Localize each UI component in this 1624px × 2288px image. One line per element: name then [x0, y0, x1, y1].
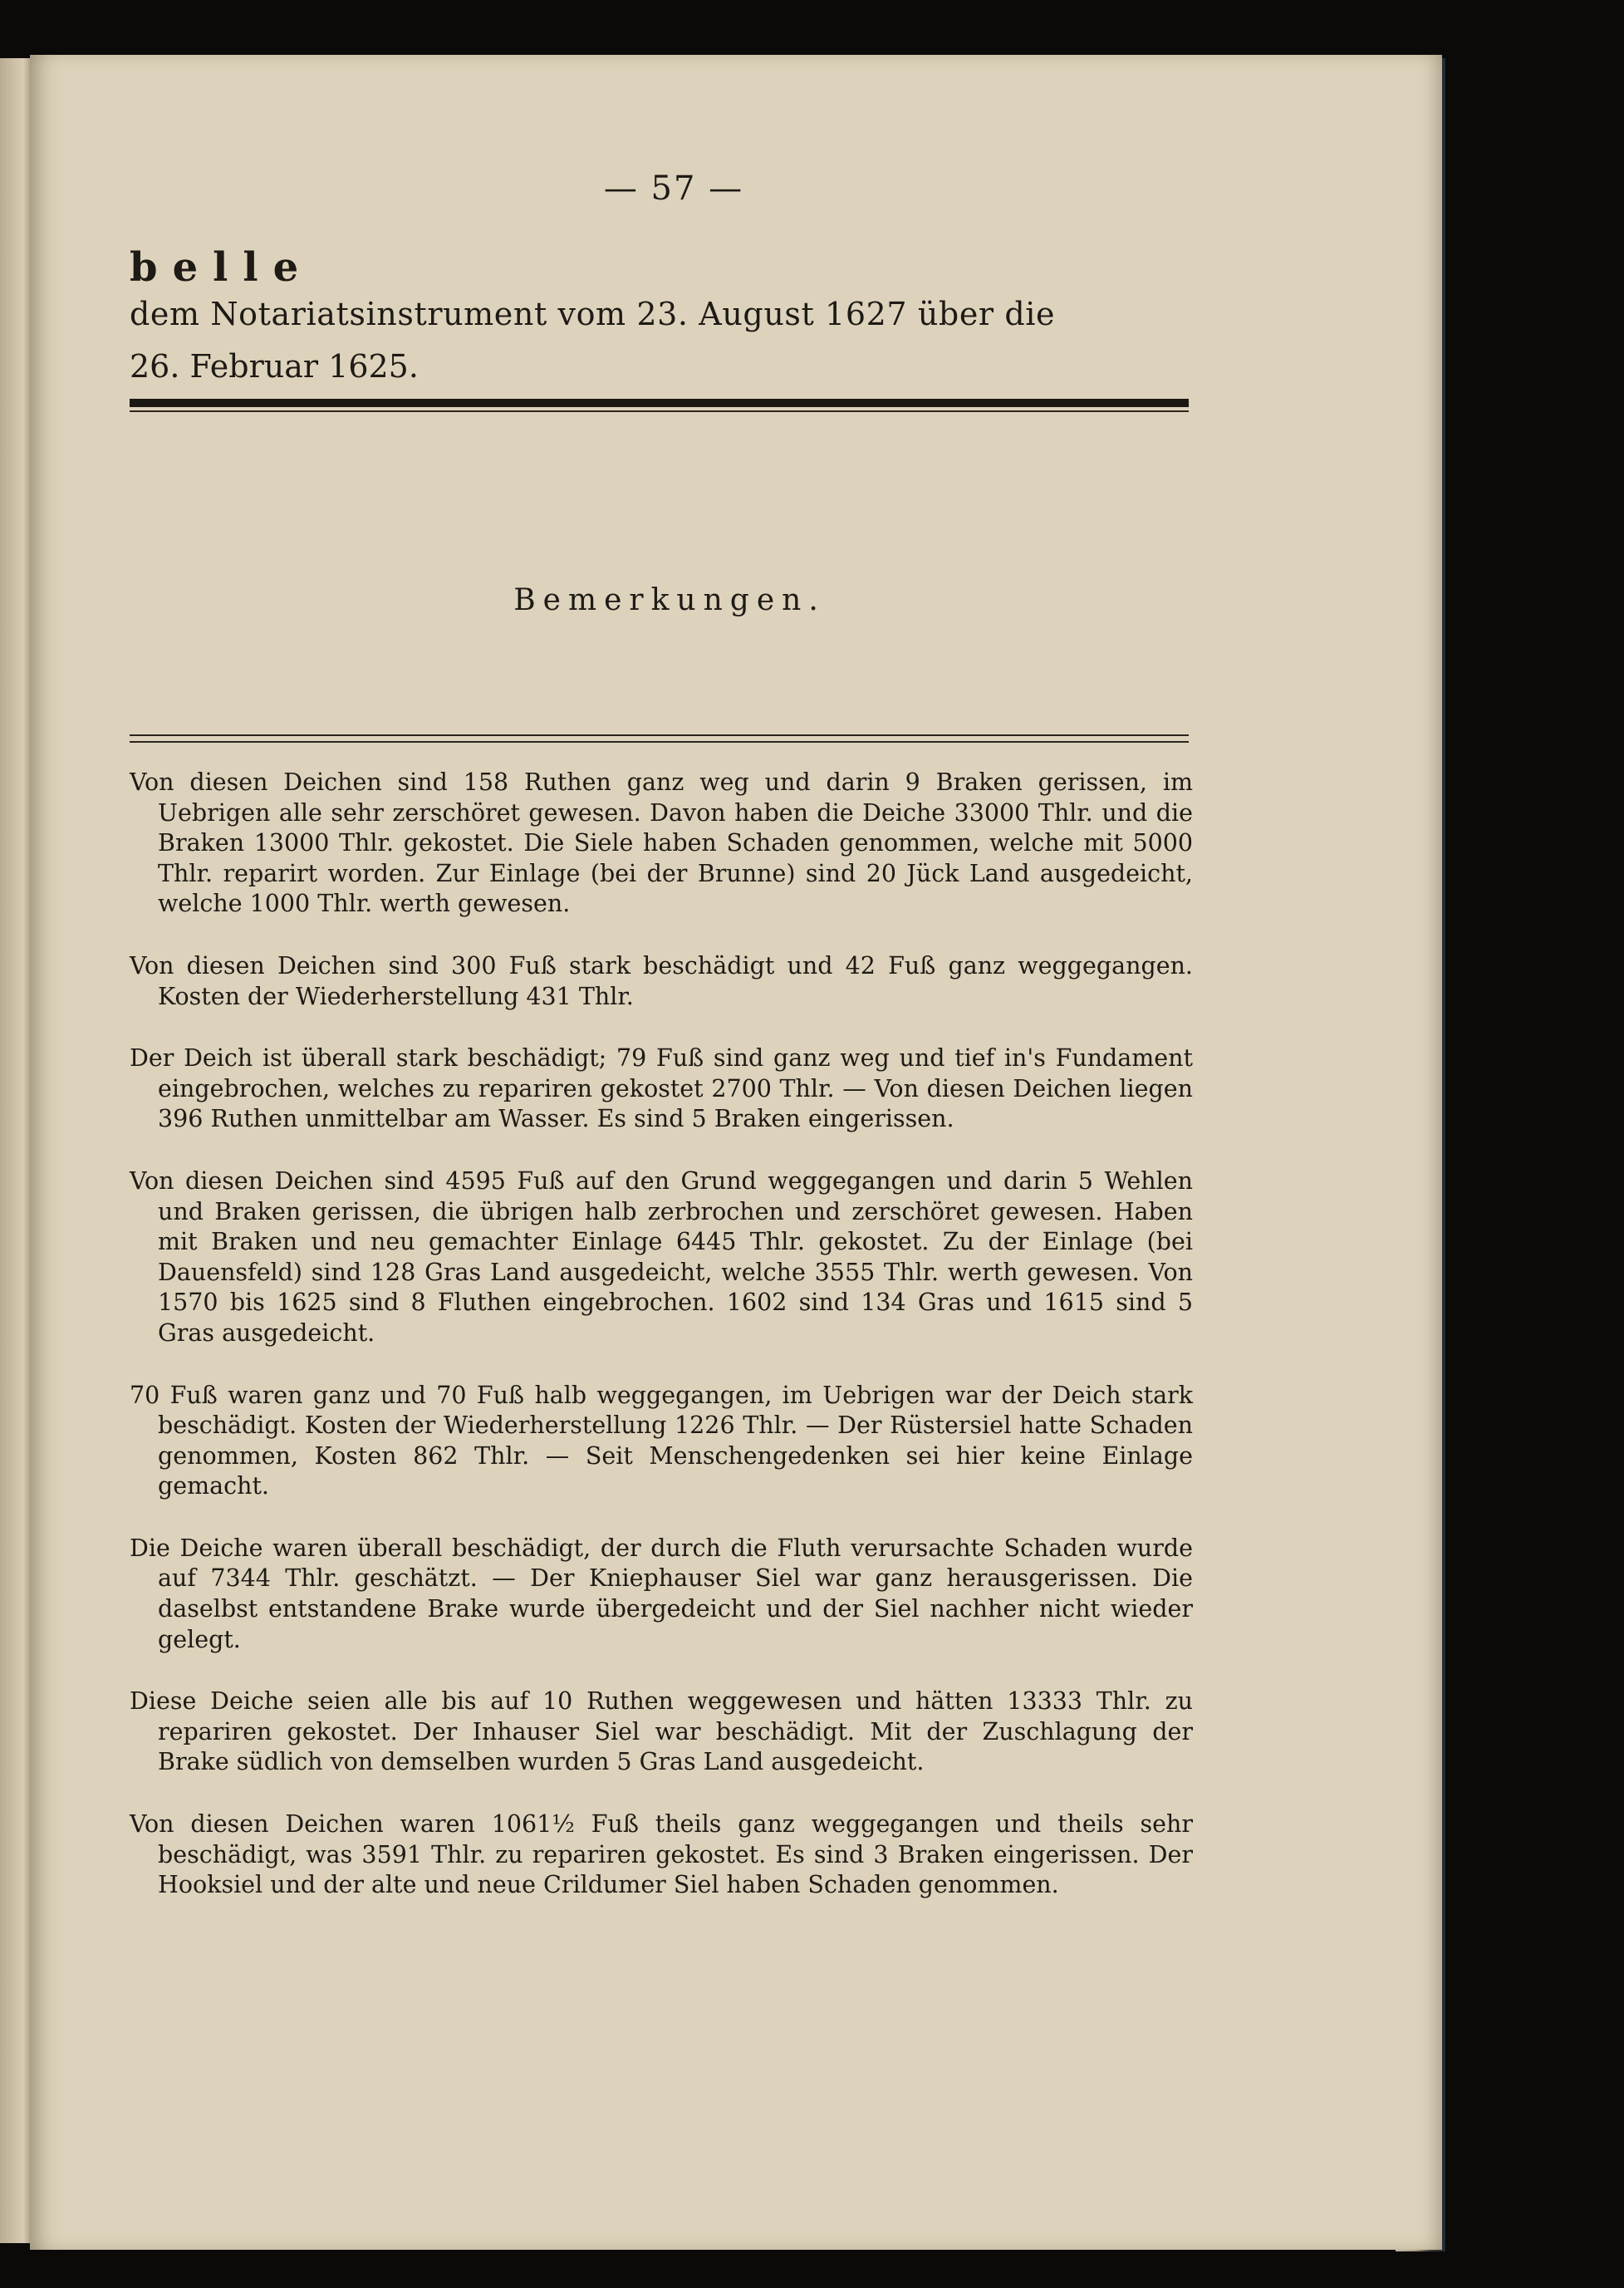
remark-paragraph: Diese Deiche seien alle bis auf 10 Ruthen weggewesen und hätten 13333 Thlr. zu repariren gekostet. Der Inhauser Siel war beschädigt. Mit der Zuschlagung der Brake südlich von demselben wurden 5 Gras Land ausgedeicht. — [130, 1687, 1193, 1776]
remarks-list — [130, 768, 1193, 1901]
table-heading-fragment: belle — [130, 244, 314, 291]
book-page — [30, 55, 1442, 2250]
remark-paragraph: Die Deiche waren überall beschädigt, der durch die Fluth verursachte Schaden wurde auf 7344 Thlr. geschätzt. — Der Kniephauser Siel war ganz herausgerissen. Die daselbst entstandene Brake wurde übergedeicht und der Siel nachher nicht wieder gelegt. — [130, 1534, 1193, 1653]
remark-paragraph: Der Deich ist überall stark beschädigt; 79 Fuß sind ganz weg und tief in's Fundament eingebrochen, welches zu repariren gekostet 2700 Thlr. — Von diesen Deichen liegen 396 Ruthen unmittelbar am Wasser. Es sind 5 Braken eingerissen. — [130, 1044, 1193, 1133]
remark-paragraph: Von diesen Deichen sind 300 Fuß stark beschädigt und 42 Fuß ganz weggegangen. Kosten der Wiederherstellung 431 Thlr. — [130, 951, 1193, 1010]
remark-paragraph: 70 Fuß waren ganz und 70 Fuß halb weggegangen, im Uebrigen war der Deich stark beschädigt. Kosten der Wiederherstellung 1226 Thlr. — Der Rüstersiel hatte Schaden genommen, Kosten 862 Thlr. — Seit Menschengedenken sei hier keine Einlage gemacht. — [130, 1381, 1193, 1500]
section-rule — [130, 734, 1189, 743]
remark-paragraph: Von diesen Deichen sind 4595 Fuß auf den Grund weggegangen und darin 5 Wehlen und Braken gerissen, die übrigen halb zerbrochen und zerschöret gewesen. Haben mit Braken und neu gemachter Einlage 6445 Thlr. gekostet. Zu der Einlage (bei Dauensfeld) sind 128 Gras Land ausgedeicht, welche 3555 Thlr. werth gewesen. Von 1570 bis 1625 sind 8 Fluthen eingebrochen. 1602 sind 134 Gras und 1615 sind 5 Gras ausgedeicht. — [130, 1166, 1193, 1347]
remark-paragraph: Von diesen Deichen sind 158 Ruthen ganz weg und darin 9 Braken gerissen, im Uebrigen alle sehr zerschöret gewesen. Davon haben die Deiche 33000 Thlr. und die Braken 13000 Thlr. gekostet. Die Siele haben Schaden genommen, welche mit 5000 Thlr. reparirt worden. Zur Einlage (bei der Brunne) sind 20 Jück Land ausgedeicht, welche 1000 Thlr. werth gewesen. — [130, 768, 1193, 918]
page-number: — 57 — — [603, 169, 744, 208]
heading-rule — [130, 399, 1189, 412]
facing-page-edge — [0, 58, 33, 2243]
remark-paragraph: Von diesen Deichen waren 1061½ Fuß theils ganz weggegangen und theils sehr beschädigt, was 3591 Thlr. zu repariren gekostet. Es sind 3 Braken eingerissen. Der Hooksiel und der alte und neue Crildumer Siel haben Schaden genommen. — [130, 1810, 1193, 1899]
section-heading: Bemerkungen. — [513, 583, 826, 617]
title-line-2: 26. Februar 1625. — [130, 348, 419, 385]
title-line-1: dem Notariatsinstrument vom 23. August 1627 über die — [130, 296, 1056, 332]
